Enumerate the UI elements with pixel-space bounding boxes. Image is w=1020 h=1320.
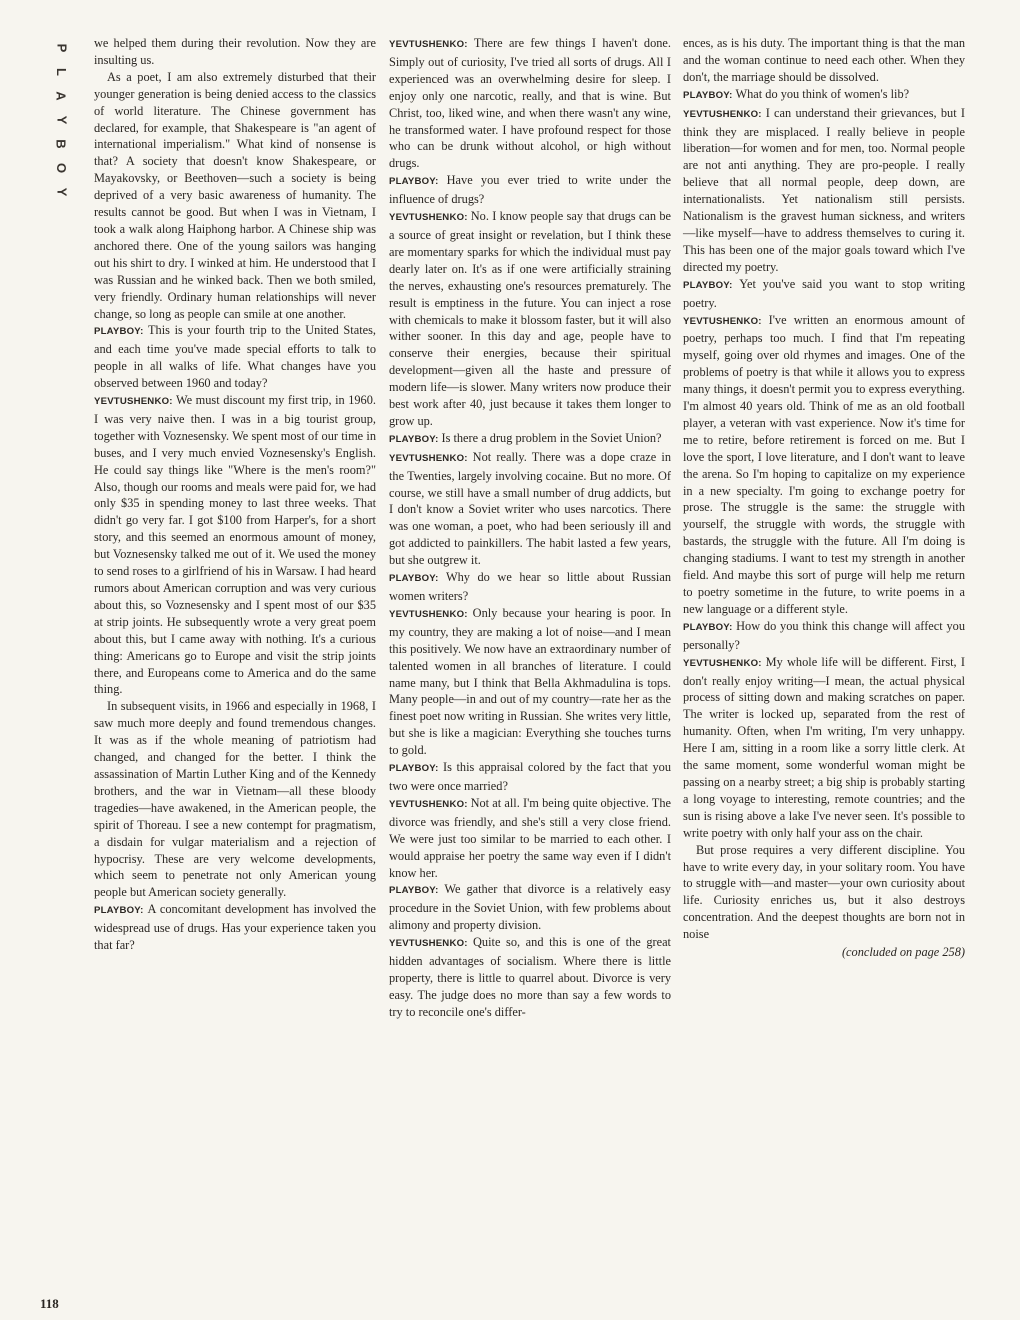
- paragraph-text: we helped them during their revolution. Now they are insulting us.: [94, 36, 376, 67]
- interview-answer: [389, 934, 671, 1021]
- speaker-label: PLAYBOY:: [389, 573, 439, 585]
- interview-answer: [683, 312, 965, 618]
- interview-answer: [683, 105, 965, 276]
- interview-question: [683, 618, 965, 654]
- article-paragraph: [94, 698, 376, 901]
- masthead-letter: A: [53, 91, 69, 101]
- interview-answer: [94, 392, 376, 698]
- masthead-letter: Y: [53, 115, 69, 125]
- speaker-label: YEVTUSHENKO:: [389, 212, 468, 224]
- paragraph-text: Is there a drug problem in the Soviet Union?: [441, 430, 662, 445]
- speaker-label: YEVTUSHENKO:: [389, 798, 468, 810]
- paragraph-text: ences, as is his duty. The important thing is that the man and the woman continue to need each other. When they don't, the marriage should be dissolved.: [683, 36, 965, 84]
- paragraph-text: Is this appraisal colored by the fact that you two were once married?: [389, 760, 672, 793]
- speaker-label: PLAYBOY:: [94, 905, 144, 917]
- speaker-label: PLAYBOY:: [683, 89, 733, 101]
- article-paragraph: [94, 35, 376, 69]
- paragraph-text: We gather that divorce is a relatively easy procedure in the Soviet Union, with few problems about alimony and property division.: [389, 882, 671, 933]
- paragraph-text: Yet you've said you want to stop writing poetry.: [683, 276, 965, 310]
- masthead-letter: Y: [53, 187, 69, 197]
- paragraph-text: Have you ever tried to write under the influence of drugs?: [389, 173, 671, 207]
- paragraph-text: A concomitant development has involved the widespread use of drugs. Has your experience taken you that far?: [94, 902, 376, 953]
- article-paragraph: [683, 35, 965, 86]
- paragraph-text: As a poet, I am also extremely disturbed that their younger generation is being denied access to the classics of world literature. The Chinese government has declared, for example, that Shakespeare is "an agent of international imperialism." What kind of nonsense is that? A society that doesn't know Shakespeare, or Mayakovsky, or Beethoven—such a society is being deprived of a very basic awareness of humanity. The results cannot be good. But when I was in Vietnam, I took a walk along Haiphong harbor. A Chinese ship was anchored there. One of the young sailors was hanging out his shirt to dry. I winked at him. He understood that I was Russian and he winked back. Then we both smiled, very friendly. Ordinary human relationships will never change, so long as people can smile at one another.: [94, 69, 376, 321]
- article-column-2: [389, 35, 671, 1021]
- page-number: 118: [40, 1296, 59, 1311]
- paragraph-text: My whole life will be different. First, I don't really enjoy writing—I mean, the actual physical process of sitting down and making scratches on paper. The writer is locked up, separated from the rest of humanity. Often, when I'm writing, I'm very unhappy. Here I am, sitting in a room like a sorry little clerk. At the same moment, some wonderful woman might be passing on a nearby street; a big ship is probably starting a long voyage to interesting, remote countries; and the sun is rising above a lake I've never seen. It's possible to write poetry with only half your ass on the chair.: [683, 654, 965, 840]
- paragraph-text: This is your fourth trip to the United States, and each time you've made special efforts to talk to people in all walks of life. What changes have you observed between 1960 and today?: [94, 323, 376, 391]
- masthead-letter: B: [53, 139, 69, 149]
- paragraph-text: I can understand their grievances, but I think they are misplaced. I really believe in people liberation—for women and for men, too. Normal people are not anti anything. They are pro-people. I really believe that all normal people, deep down, are internationalists. Yet nationalism still persists. Nationalism is the gravest human sickness, and writers—like myself—have to address themselves to curing it. This has been one of the major goals toward which I've directed my poetry.: [683, 105, 965, 274]
- speaker-label: YEVTUSHENKO:: [389, 39, 468, 50]
- paragraph-text: We must discount my first trip, in 1960. I was very naive then. I was in a big tourist group, together with Voznesensky. We spent most of our time in buses, and I very much envied Voznesensky's English. He could say things like "Where is the men's room?" Also, though our rooms and meals were paid for, we had only $35 in spending money to last three weeks. That didn't go very far. I got $100 from Harper's, for a short story, and this seemed an enormous amount of money, but Voznesensky talked me out of it. We used the money to send roses to a girlfriend of his in Warsaw. I had heard rumors about American corruption and was very curious about this, so Voznesensky and I spent most of our $35 at strip joints. He subsequently wrote a very great poem about this, but I came away with nothing. It's a curious thing: Americans go to Europe and visit the strip joints there, and Europeans come to America and do the same thing.: [94, 393, 376, 697]
- masthead-letter: O: [54, 162, 69, 174]
- interview-question: [94, 322, 376, 392]
- paragraph-text: No. I know people say that drugs can be a source of great insight or revelation, but I think these are momentary sparks for which the individual must pay dearly later on. It's as if one were artificially straining the nerves, exhausting one's resources prematurely. The result is emptiness in the future. You can inject a rose with chemicals to make it blossom faster, but it will also wither sooner. In this day and age, people have to conserve their energies, because their spiritual development—given all the haste and pressure of modern life—is slower. Many writers now produce their best work after 40, just because it takes them longer to grow up.: [389, 209, 671, 428]
- paragraph-text: In subsequent visits, in 1966 and especially in 1968, I saw much more deeply and found tremendous changes. It was as if the whole meaning of patriotism had changed, and changed for the better. I think the assassination of Martin Luther King and of the Kennedy brothers, and the war in Vietnam—all these bloody tragedies—have awakened, in the American people, the spirit of Thoreau. I see a new contempt for pragmatism, a disdain for vulgar materialism and a rejection of hypocrisy. These are very welcome developments, which seem to penetrate not only American young people but American society generally.: [94, 699, 376, 900]
- interview-question: [389, 881, 671, 934]
- interview-answer: [389, 795, 671, 882]
- interview-answer: [389, 449, 671, 569]
- article-paragraph: [94, 69, 376, 323]
- paragraph-text: What do you think of women's lib?: [735, 86, 910, 101]
- paragraph-text: Only because your hearing is poor. In my country, they are making a lot of noise—and I mean this positively. We now have an extraordinary number of talented women in all branches of literature. I could name many, but I think that Bella Akhmadulina is tops. Many people—in and out of my country—rate her as the finest poet now writing in Russian. She writes very little, but she is like a magician: Everything she touches turns to gold.: [389, 605, 671, 758]
- speaker-label: YEVTUSHENKO:: [683, 108, 762, 120]
- paragraph-text: There are few things I haven't done. Simply out of curiosity, I've tried all sorts of drugs. All I experienced was an overwhelming desire for sleep. I enjoy only one narcotic, really, and that is wine. But Christ, too, liked wine, and when there wasn't any wine, he transformed water. I have profound respect for those who can be drunk without alcohol, or high without drugs.: [389, 36, 671, 171]
- speaker-label: PLAYBOY:: [389, 763, 439, 775]
- masthead-letter: P: [53, 43, 69, 53]
- speaker-label: YEVTUSHENKO:: [94, 396, 173, 408]
- speaker-label: YEVTUSHENKO:: [683, 657, 762, 669]
- interview-answer: [389, 208, 671, 430]
- speaker-label: PLAYBOY:: [683, 279, 733, 291]
- speaker-label: PLAYBOY:: [389, 885, 439, 897]
- paragraph-text: Not at all. I'm being quite objective. The divorce was friendly, and she's still a very close friend. We were just too similar to be married to each other. I would appraise her poetry the same way even if I didn't know her.: [389, 795, 671, 880]
- paragraph-text: Not really. There was a dope craze in the Twenties, largely involving cocaine. But no more. Of course, we still have a small number of drug addicts, but I don't know a Soviet writer who uses narcotics. There was one woman, a poet, who had been seriously ill and got addicted to painkillers. The habit lasted a few years, but she outgrew it.: [389, 449, 671, 568]
- interview-question: [389, 172, 671, 208]
- masthead-letter: L: [53, 68, 69, 76]
- speaker-label: PLAYBOY:: [94, 326, 144, 338]
- article-paragraph: [683, 842, 965, 943]
- speaker-label: YEVTUSHENKO:: [683, 315, 762, 327]
- speaker-label: PLAYBOY:: [389, 176, 439, 188]
- continuation-note: (concluded on page 258): [841, 945, 965, 960]
- paragraph-text: Quite so, and this is one of the great hidden advantages of socialism. Where there is little property, there is little to quarrel about. Divorce is very easy. The judge does no more than say a few words to try to reconcile one's differ-: [389, 935, 671, 1019]
- interview-answer: [683, 654, 965, 842]
- speaker-label: PLAYBOY:: [389, 433, 439, 445]
- article-column-3: [683, 35, 965, 961]
- interview-question: [389, 569, 671, 605]
- interview-question: [94, 901, 376, 954]
- paragraph-text: I've written an enormous amount of poetry, perhaps too much. I find that I'm repeating myself, going over old rhymes and images. One of the problems of poetry is that while it allows you to express many things, it doesn't permit you to express everything. I'm almost 40 years old. Think of me as an old football player, a veteran with vast experience. Now it's time for me to retire, before retirement is forced on me. But I love the sport, I love literature, and I don't want to leave the arena. So I'm hoping to capitalize on my experience in a new specialty. I'm going to exchange poetry for prose. The struggle is the same: the struggle with yourself, the struggle with words, the struggle with bastards, the struggle with the future. All I'm doing is changing stadiums. I want to test my strength in another field. And maybe this sort of purge will help me return to poetry sometime in the future, to write poems in a new language or a different style.: [683, 312, 965, 616]
- interview-question: [389, 430, 671, 449]
- interview-answer: [389, 35, 671, 172]
- article-column-1: [94, 35, 376, 954]
- speaker-label: YEVTUSHENKO:: [389, 938, 468, 950]
- interview-question: [683, 86, 965, 105]
- speaker-label: YEVTUSHENKO:: [389, 608, 468, 620]
- interview-answer: [389, 605, 671, 759]
- speaker-label: PLAYBOY:: [683, 621, 733, 633]
- paragraph-text: How do you think this change will affect you personally?: [683, 618, 965, 652]
- speaker-label: YEVTUSHENKO:: [389, 452, 468, 464]
- interview-question: [683, 276, 965, 312]
- masthead: [50, 36, 72, 204]
- paragraph-text: Why do we hear so little about Russian women writers?: [389, 570, 671, 603]
- paragraph-text: But prose requires a very different discipline. You have to write every day, in your solitary room. You have to struggle with—and master—your own curiosity about life. Curiosity enriches us, but it also destroys concentration. And the deepest thoughts are born not in noise: [683, 842, 965, 942]
- interview-question: [389, 759, 671, 795]
